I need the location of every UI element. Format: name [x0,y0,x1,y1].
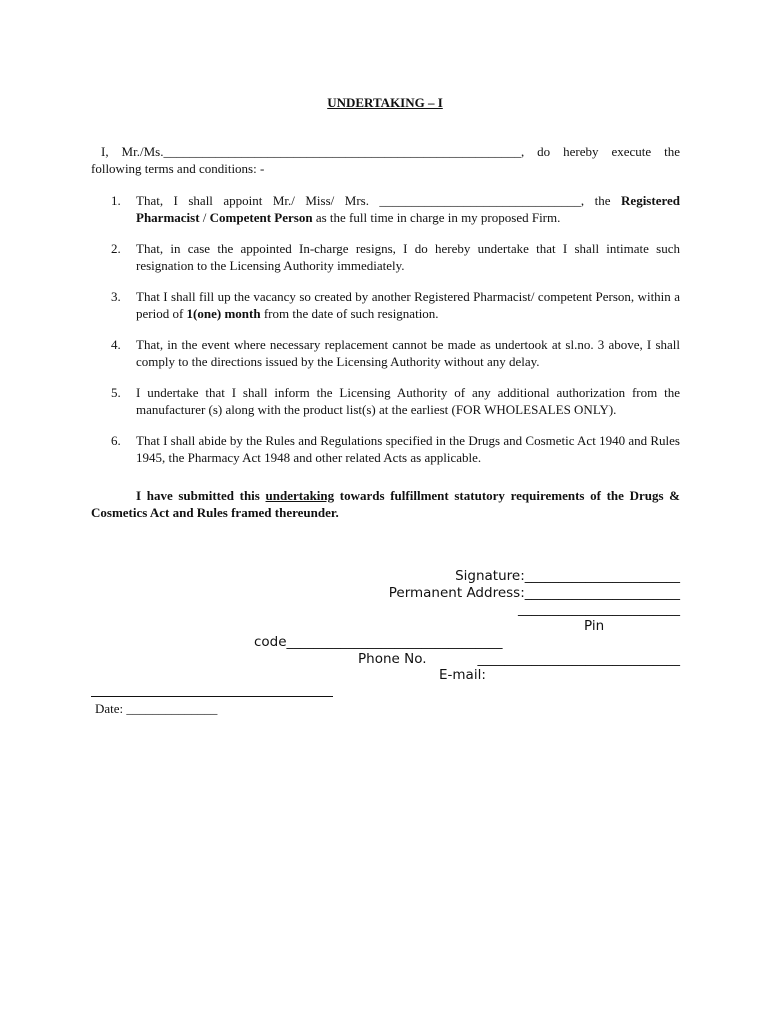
term-item [111,432,680,466]
term-number: 5. [111,385,121,400]
closing-before: I have submitted this [136,488,266,503]
intro-first-line [91,143,680,160]
term-text: That I shall abide by the Rules and Regulations specified in the Drugs and Cosmetic Act 1940 and Rules 1945, the Pharmacy Act 1948 and other related Acts as applicable. [136,433,680,465]
term-bold-text: Registered Pharmacist [136,193,680,225]
address-second-line: ________________________ [518,601,680,617]
term-number: 4. [111,337,121,352]
term-number: 6. [111,433,121,448]
term-number: 2. [111,241,121,256]
pin-label: Pin [584,618,605,634]
closing-after: towards fulfillment statutory requirements of the Drugs & Cosmetics Act and Rules framed thereunder. [91,488,680,520]
page-title: UNDERTAKING – I [327,95,443,110]
term-bold-text: Competent Person [209,210,313,225]
term-text: That, I shall appoint Mr./ Miss/ Mrs. _______________________________, the [136,193,622,208]
term-item [111,336,680,370]
term-item [111,240,680,274]
intro-name-blank: _______________________________________________________, [163,144,525,159]
term-text: That I shall fill up the vacancy so created by another Registered Pharmacist/ competent Person, within a period of [136,289,680,321]
permanent-address-line: Permanent Address:_______________________ [388,585,680,601]
intro-prefix: I, Mr./Ms. [101,144,164,159]
phone-blank: ______________________________ [477,651,680,667]
closing-underlined: undertaking [265,488,335,503]
term-bold-text: 1(one) month [186,306,261,321]
phone-label: Phone No. [358,651,427,667]
intro-paragraph [91,143,680,177]
term-number: 1. [111,193,121,208]
term-item [111,384,680,418]
email-label: E-mail: [439,667,486,683]
terms-list [111,192,680,480]
term-text: / [199,210,210,225]
intro-second-line: following terms and conditions: - [91,161,265,176]
signature-line: Signature:_______________________ [455,568,680,584]
pin-code-line: code________________________________ [254,634,503,650]
term-text: That, in the event where necessary replacement cannot be made as undertook at sl.no. 3 above, I shall comply to the directions issued by the Licensing Authority without any delay. [136,337,680,369]
term-text: from the date of such resignation. [260,306,439,321]
term-item [111,288,680,322]
term-text: I undertake that I shall inform the Licensing Authority of any additional authorization from the manufacturer (s) along with the product list(s) at the earliest (FOR WHOLESALES ONLY). [136,385,680,417]
term-text: That, in case the appointed In-charge resigns, I do hereby undertake that I shall intimate such resignation to the Licensing Authority immediately. [136,241,680,273]
term-text: as the full time in charge in my proposed Firm. [312,210,561,225]
intro-suffix: do hereby execute the [537,144,681,159]
term-number: 3. [111,289,121,304]
email-underline [91,696,333,697]
date-line: Date: ______________ [95,701,218,716]
closing-statement [91,487,680,521]
term-item [111,192,680,226]
